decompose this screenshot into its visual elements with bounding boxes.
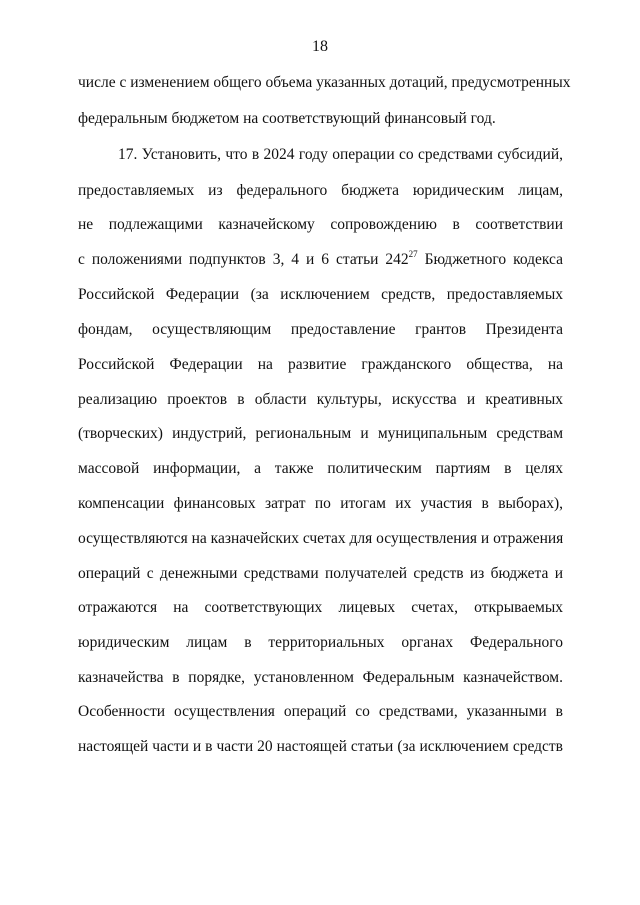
text-line: реализацию проектов в области культуры, искусства и креативных [78,391,563,408]
article-superscript: 27 [408,249,418,259]
text-line: (творческих) индустрий, региональным и муниципальным средствам [78,425,563,442]
text-line: отражаются на соответствующих лицевых счетах, открываемых [78,599,563,616]
text-line: массовой информации, а также политическим партиям в целях [78,460,563,477]
text-line: не подлежащими казначейскому сопровождению в соответствии [78,216,563,233]
text-line: федеральным бюджетом на соответствующий финансовый год. [78,110,496,127]
text-line: настоящей части и в части 20 настоящей статьи (за исключением средств [78,738,563,755]
page-number: 18 [312,38,328,55]
text-line: числе с изменением общего объема указанных дотаций, предусмотренных [78,74,571,91]
text-line: Российской Федерации на развитие гражданского общества, на [78,356,563,373]
text-segment: Бюджетного кодекса [417,251,563,268]
text-line: Особенности осуществления операций со средствами, указанными в [78,703,563,720]
paragraph-17-start: 17. Установить, что в 2024 году операции со средствами субсидий, [118,146,563,163]
text-line: осуществляются на казначейских счетах для осуществления и отражения [78,530,564,547]
text-line: юридическим лицам в территориальных органах Федерального [78,634,563,651]
text-line: операций с денежными средствами получателей средств из бюджета и [78,565,563,582]
text-line: Российской Федерации (за исключением средств, предоставляемых [78,286,563,303]
text-line: казначейства в порядке, установленном Федеральным казначейством. [78,669,563,686]
text-line-with-superscript [78,250,563,270]
text-line: фондам, осуществляющим предоставление грантов Президента [78,321,563,338]
text-line: предоставляемых из федерального бюджета юридическим лицам, [78,182,563,199]
text-segment: с положениями подпунктов 3, 4 и 6 статьи 242 [78,251,409,268]
text-line: компенсации финансовых затрат по итогам их участия в выборах), [78,495,563,512]
